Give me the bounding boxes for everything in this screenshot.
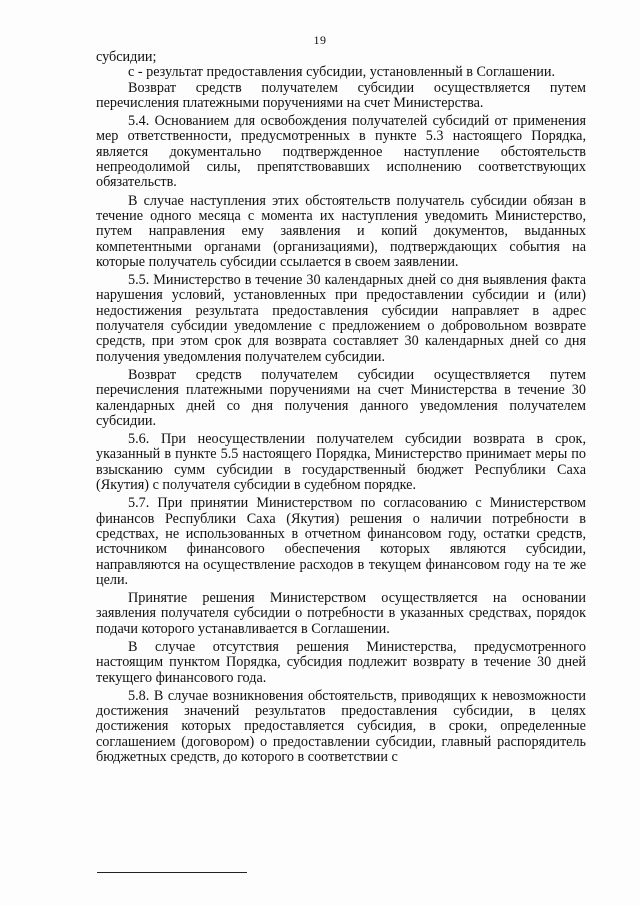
footnote-divider — [97, 872, 247, 873]
paragraph: 5.5. Министерство в течение 30 календарных дней со дня выявления факта нарушения условий, установленных при предоставлении субсидии и (или) недостижения результата предоставления субсидии направляет в адрес получателя субсидии уведомление с предложением о добровольном возврате средств, при этом срок для возврата составляет 30 календарных дней со дня получения уведомления получателем субсидии. — [96, 272, 586, 365]
paragraph: 5.4. Основанием для освобождения получателей субсидий от применения мер ответственности, предусмотренных в пункте 5.3 настоящего Порядка, является документально подтвержденное наступление обстоятельств непреодолимой силы, препятствовавших исполнению соответствующих обязательств. — [96, 113, 586, 191]
paragraph: Принятие решения Министерством осуществляется на основании заявления получателя субсидии о потребности в указанных средствах, порядок подачи которого устанавливается в Соглашении. — [96, 590, 586, 637]
paragraph: 5.6. При неосуществлении получателем субсидии возврата в срок, указанный в пункте 5.5 настоящего Порядка, Министерство принимает меры по взысканию сумм субсидии в государственный бюджет Республики Саха (Якутия) с получателя субсидии в судебном порядке. — [96, 431, 586, 494]
paragraph: Возврат средств получателем субсидии осуществляется путем перечисления платежными поручениями на счет Министерства в течение 30 календарных дней со дня получения данного уведомления получателем субсидии. — [96, 366, 586, 429]
paragraph: 5.8. В случае возникновения обстоятельств, приводящих к невозможности достижения значений результатов предоставления субсидии, в целях достижения которых предоставляется субсидия, в сроки, определенные соглашением (договором) о предоставлении субсидии, главный распорядитель бюджетных средств, до которого в соответствии с — [96, 687, 586, 766]
paragraph: В случае отсутствия решения Министерства, предусмотренного настоящим пунктом Порядка, субсидия подлежит возврату в течение 30 дней текущего финансового года. — [96, 638, 586, 686]
paragraph: субсидии; — [96, 49, 157, 65]
paragraph: с - результат предоставления субсидии, установленный в Соглашении. — [128, 64, 556, 81]
paragraph: Возврат средств получателем субсидии осуществляется путем перечисления платежными поручениями на счет Министерства. — [96, 79, 586, 111]
document-body — [96, 50, 586, 765]
paragraph: В случае наступления этих обстоятельств получатель субсидии обязан в течение одного месяца с момента их наступления уведомить Министерство, путем направления ему заявления и копий документов, выданных компетентными органами (организациями), подтверждающих события на которые получатель субсидии ссылается в своем заявлении. — [96, 192, 586, 270]
page-number: 19 — [313, 33, 327, 47]
paragraph: 5.7. При принятии Министерством по согласованию с Министерством финансов Республики Саха (Якутия) решения о наличии потребности в средствах, не использованных в отчетном финансовом году, остатки средств, источником финансового обеспечения которых являются субсидии, направляются на осуществление расходов в текущем финансовом году на те же цели. — [96, 495, 586, 588]
